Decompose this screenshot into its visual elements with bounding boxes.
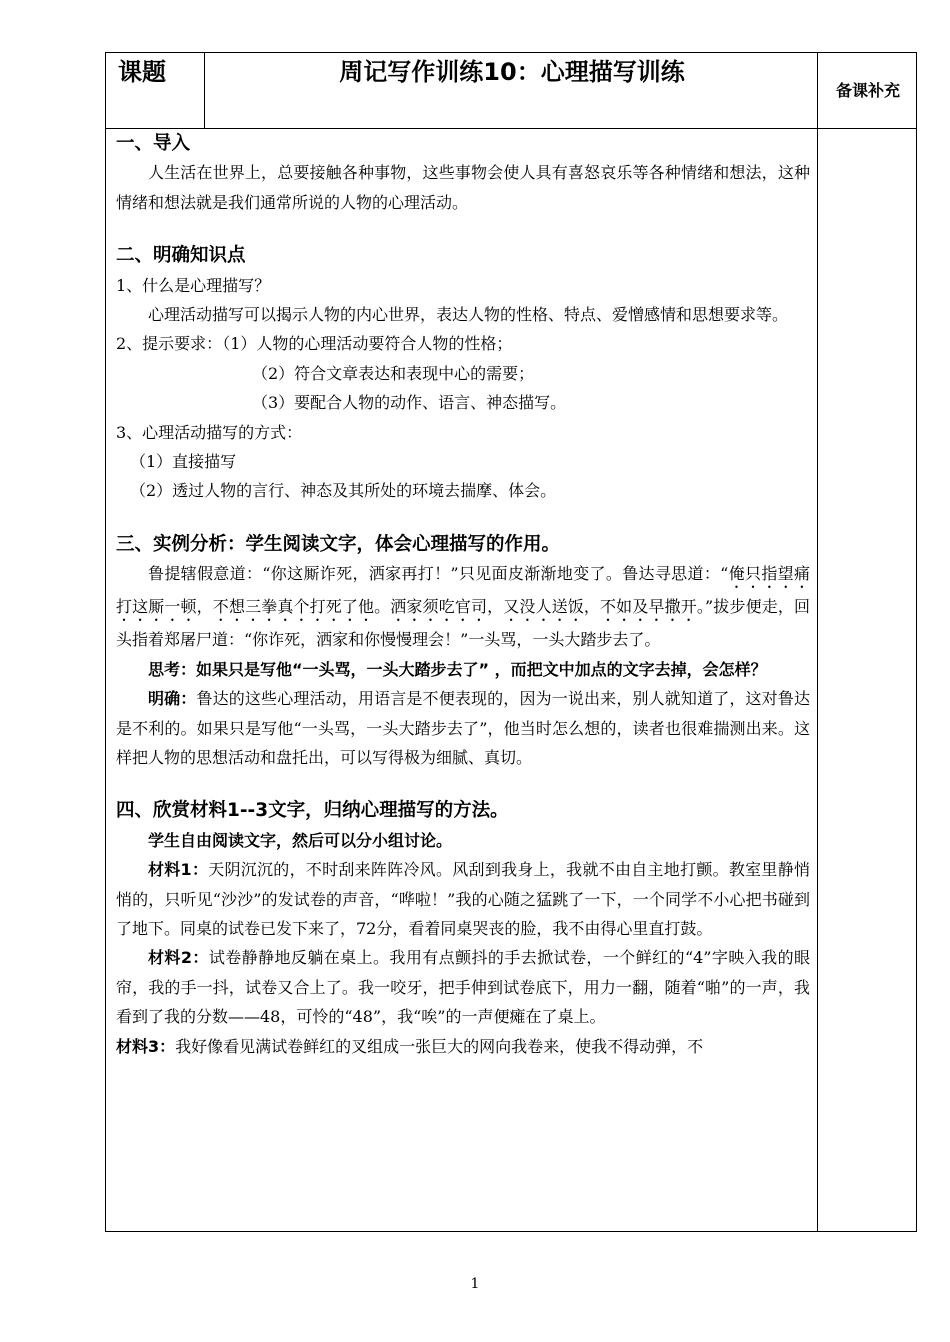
section-title-materials: 四、欣赏材料1--3文字，归纳心理描写的方法。 [116,800,509,822]
section-title-example: 三、实例分析：学生阅读文字，体会心理描写的作用。 [116,533,561,555]
requirement-3: （3）要配合人物的动作、语言、神态描写。 [252,393,567,413]
header-divider-left [204,53,205,129]
clarify-paragraph [116,684,810,772]
materials-instruction: 学生自由阅读文字，然后可以分小组讨论。 [148,830,453,850]
material-2-label: 材料2： [148,948,209,968]
material-1 [116,855,810,943]
lesson-table [105,52,917,1232]
section-title-intro: 一、导入 [116,133,191,154]
section-title-knowledge: 二、明确知识点 [116,245,246,267]
page-title: 周记写作训练10：心理描写训练 [339,58,685,86]
example-dotted-text: “俺只指望痛打这厮一顿，不想三拳真个打死了他。洒家须吃官司，又没人送饭，不如及早撒开。” [116,564,810,617]
knowledge-answer-1: 心理活动描写可以揭示人物的内心世界，表达人物的性格、特点、爱憎感情和思想要求等。 [148,305,789,325]
material-3-text: 我好像看见满试卷鲜红的叉组成一张巨大的网向我卷来，使我不得动弹，不 [175,1036,704,1056]
page-number: 1 [470,1276,480,1292]
material-1-text: 天阴沉沉的，不时刮来阵阵冷风。风刮到我身上，我就不由自主地打颤。教室里静悄悄的，只听见“沙沙”的发试卷的声音，“哗啦！”我的心随之猛跳了一下，一个同学不小心把书碰到了地下。同桌的试卷已发下来了，72分，看着同桌哭丧的脸，我不由得心里直打鼓。 [116,860,810,938]
think-question: 思考：如果只是写他“一头骂，一头大踏步去了” ，而把文中加点的文字去掉，会怎样？ [148,659,767,679]
material-3-label: 材料3： [116,1036,176,1056]
material-3 [116,1032,810,1061]
example-text-a: 鲁提辖假意道：“你这厮诈死，洒家再打！”只见面皮渐渐地变了。鲁达寻思道： [148,564,721,584]
knowledge-question-1: 1、什么是心理描写？ [116,275,271,295]
side-column-divider [817,53,818,1231]
clarify-text: 鲁达的这些心理活动，用语言是不便表现的，因为一说出来，别人就知道了，这对鲁达是不利的。如果只是写他“一头骂，一头大踏步去了”，他当时怎么想的，读者也很难揣测出来。这样把人物的思想活动和盘托出，可以写得极为细腻、真切。 [116,689,810,767]
method-1: （1）直接描写 [130,452,237,472]
requirement-line-1 [116,329,810,358]
method-2: （2）透过人物的言行、神态及其所处的环境去揣摩、体会。 [130,481,557,501]
lesson-content [116,129,810,1061]
topic-label: 课题 [118,58,166,86]
requirement-label: 2、提示要求： [116,334,223,354]
side-column-header: 备课补充 [835,81,900,100]
material-2-text: 试卷静静地反躺在桌上。我用有点颤抖的手去掀试卷，一个鲜红的“4”字映入我的眼帘，我的手一抖，试卷又合上了。我一咬牙，把手伸到试卷底下，用力一翻，随着“啪”的一声，我看到了我的分数——48，可怜的“48”，我“唉”的一声便瘫在了桌上。 [116,948,810,1027]
material-1-label: 材料1： [148,860,209,880]
requirement-1: （1）人物的心理活动要符合人物的性格； [222,334,513,354]
requirement-2: （2）符合文章表达和表现中心的需要； [252,363,535,383]
example-passage [116,559,810,654]
clarify-label: 明确： [148,689,197,709]
intro-paragraph: 人生活在世界上，总要接触各种事物，这些事物会使人具有喜怒哀乐等各种情绪和想法，这种情绪和想法就是我们通常所说的人物的心理活动。 [116,163,810,212]
example-text-b: 拔步便走，回头指着郑屠尸道：“你诈死，洒家和你慢慢理会！”一头骂，一头大踏步去了。 [116,597,810,650]
knowledge-question-3: 3、心理活动描写的方式： [116,422,303,442]
material-2 [116,943,810,1031]
